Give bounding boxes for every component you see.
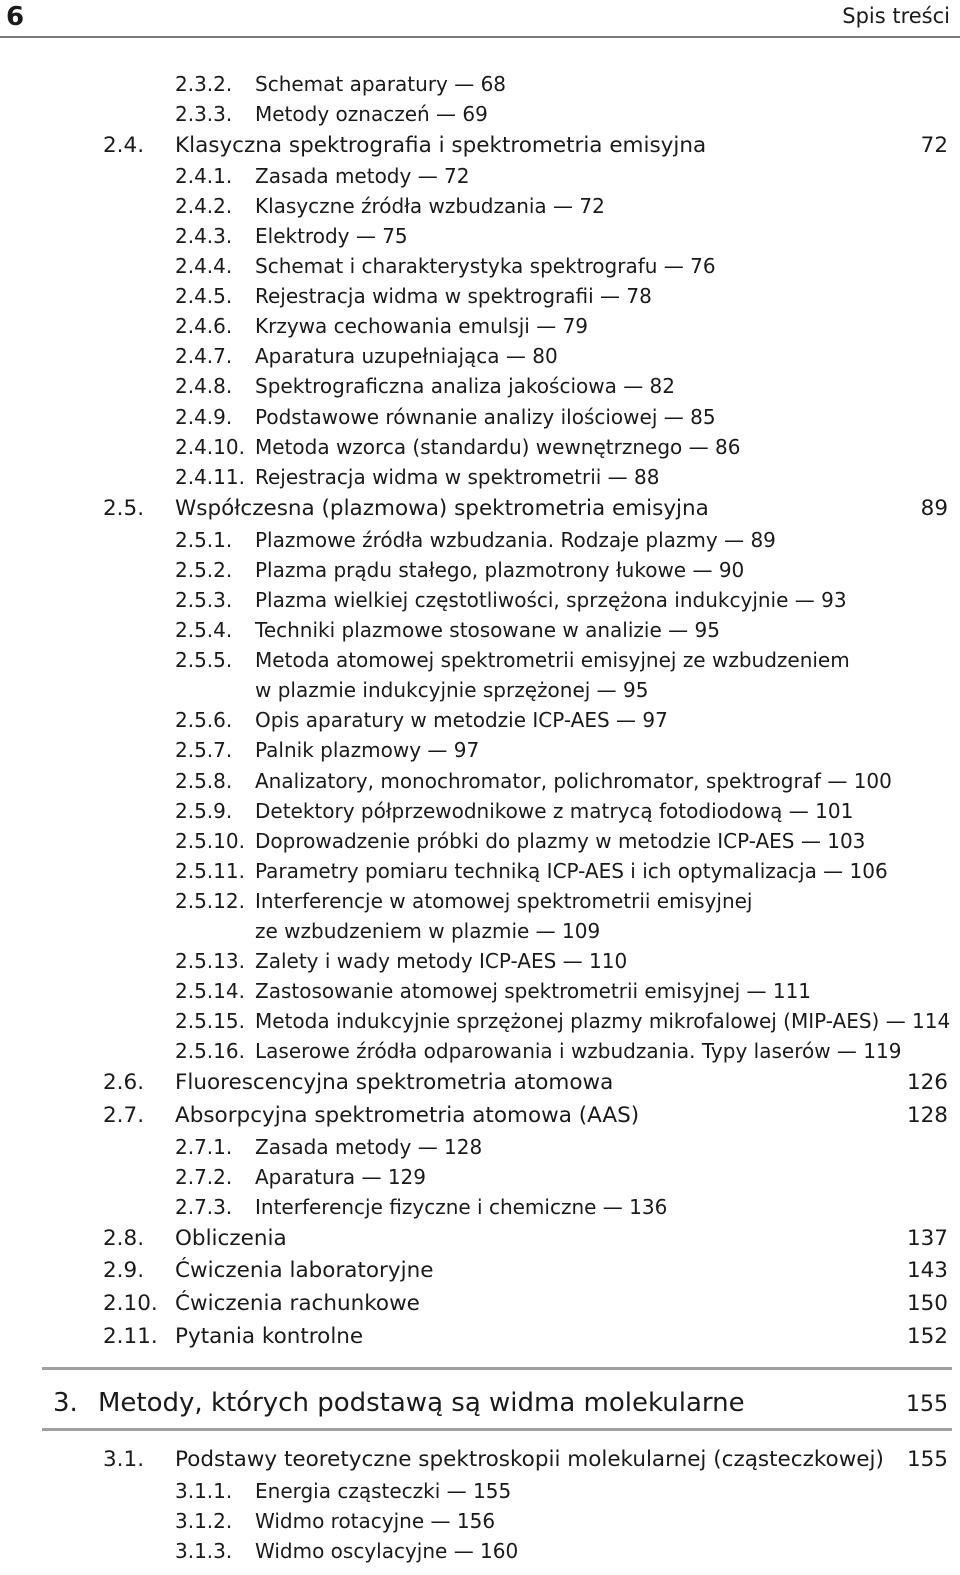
toc-title: Metody oznaczeń — 69 <box>255 102 488 126</box>
toc-title: Fluorescencyjna spektrometria atomowa <box>175 1070 614 1095</box>
toc-title: Analizatory, monochromator, polichromator, spektrograf — 100 <box>255 769 892 793</box>
toc-entry-2-5 <box>0 496 960 530</box>
toc-entry-2-5-6 <box>0 708 960 742</box>
toc-entry-2-4-6 <box>0 314 960 348</box>
toc-title: Laserowe źródła odparowania i wzbudzania. Typy laserów — 119 <box>255 1039 902 1063</box>
toc-entry-2-4-7 <box>0 344 960 378</box>
toc-title: Metody, których podstawą są widma molekularne <box>98 1388 745 1418</box>
toc-entry-2-11 <box>0 1324 960 1358</box>
toc-number: 2.5.11. <box>175 859 245 883</box>
toc-entry-2-5-11 <box>0 859 960 893</box>
toc-entry-2-4-5 <box>0 284 960 318</box>
toc-title: Plazmowe źródła wzbudzania. Rodzaje plazmy — 89 <box>255 528 776 552</box>
toc-entry-2-4-1 <box>0 164 960 198</box>
toc-title: Podstawy teoretyczne spektroskopii molekularnej (cząsteczkowej) <box>175 1447 884 1472</box>
toc-number: 2.5.15. <box>175 1009 245 1033</box>
toc-number: 2.3.2. <box>175 72 233 96</box>
toc-entry-3-1 <box>0 1447 960 1481</box>
toc-number: 3.1.1. <box>175 1479 233 1503</box>
toc-page-number: 155 <box>906 1447 948 1472</box>
toc-title: w plazmie indukcyjnie sprzężonej — 95 <box>255 678 649 702</box>
toc-entry-2-5-5 <box>0 648 960 682</box>
toc-number: 2.4.7. <box>175 344 233 368</box>
toc-title: Doprowadzenie próbki do plazmy w metodzie ICP-AES — 103 <box>255 829 866 853</box>
toc-page-number: 128 <box>906 1103 948 1128</box>
toc-entry-2-9 <box>0 1258 960 1292</box>
toc-number: 2.7.3. <box>175 1195 233 1219</box>
toc-title: Metoda atomowej spektrometrii emisyjnej ze wzbudzeniem <box>255 648 850 672</box>
toc-entry-2-5-2 <box>0 558 960 592</box>
toc-title: Obliczenia <box>175 1226 287 1251</box>
toc-title: Elektrody — 75 <box>255 224 408 248</box>
toc-number: 3.1. <box>103 1447 145 1472</box>
toc-entry-2-5-13 <box>0 949 960 983</box>
toc-entry-2-4-8 <box>0 374 960 408</box>
toc-entry-2-5-9 <box>0 799 960 833</box>
toc-entry-2-7-2 <box>0 1165 960 1199</box>
toc-entry-2-4-11 <box>0 465 960 499</box>
toc-number: 2.11. <box>103 1324 158 1349</box>
toc-number: 2.5.12. <box>175 889 245 913</box>
toc-page-number: 155 <box>906 1392 948 1417</box>
toc-number: 3. <box>53 1388 78 1418</box>
toc-number: 2.4.5. <box>175 284 233 308</box>
toc-title: Absorpcyjna spektrometria atomowa (AAS) <box>175 1103 640 1128</box>
toc-page-number: 89 <box>920 496 948 521</box>
toc-number: 2.4.10. <box>175 435 245 459</box>
toc-title: Rejestracja widma w spektrografii — 78 <box>255 284 652 308</box>
toc-page-number: 143 <box>906 1258 948 1283</box>
toc-page-number: 152 <box>906 1324 948 1349</box>
toc-title: Spektrograficzna analiza jakościowa — 82 <box>255 374 676 398</box>
toc-entry-cont-28 <box>0 919 960 953</box>
running-title: Spis treści <box>842 4 950 28</box>
toc-title: Parametry pomiaru techniką ICP-AES i ich optymalizacja — 106 <box>255 859 888 883</box>
toc-title: Zasada metody — 72 <box>255 164 470 188</box>
toc-number: 2.6. <box>103 1070 145 1095</box>
toc-page-number: 126 <box>906 1070 948 1095</box>
toc-title: Aparatura — 129 <box>255 1165 426 1189</box>
toc-title: Podstawowe równanie analizy ilościowej — 85 <box>255 405 716 429</box>
toc-number: 2.4.11. <box>175 465 245 489</box>
toc-entry-2-3-2 <box>0 72 960 106</box>
header-rule <box>0 36 960 38</box>
toc-number: 2.5. <box>103 496 145 521</box>
toc-number: 3.1.3. <box>175 1539 233 1563</box>
toc-number: 2.4.1. <box>175 164 233 188</box>
toc-number: 2.7. <box>103 1103 145 1128</box>
toc-number: 2.3.3. <box>175 102 233 126</box>
page-number: 6 <box>6 2 25 32</box>
toc-entry-2-8 <box>0 1226 960 1260</box>
toc-number: 2.5.10. <box>175 829 245 853</box>
toc-title: Interferencje fizyczne i chemiczne — 136 <box>255 1195 668 1219</box>
toc-entry-2-4-9 <box>0 405 960 439</box>
page-header <box>0 0 960 36</box>
toc-title: Metoda wzorca (standardu) wewnętrznego — 86 <box>255 435 741 459</box>
chapter-rule-2 <box>42 1428 952 1431</box>
toc-title: Widmo oscylacyjne — 160 <box>255 1539 519 1563</box>
toc-entry-2-5-10 <box>0 829 960 863</box>
toc-title: Krzywa cechowania emulsji — 79 <box>255 314 589 338</box>
toc-title: Zalety i wady metody ICP-AES — 110 <box>255 949 628 973</box>
toc-title: Zasada metody — 128 <box>255 1135 483 1159</box>
toc-title: Opis aparatury w metodzie ICP-AES — 97 <box>255 708 668 732</box>
toc-entry-2-5-8 <box>0 769 960 803</box>
toc-title: Palnik plazmowy — 97 <box>255 738 480 762</box>
toc-entry-2-7-3 <box>0 1195 960 1229</box>
toc-number: 2.5.14. <box>175 979 245 1003</box>
toc-entry-2-4 <box>0 133 960 167</box>
toc-title: Plazma prądu stałego, plazmotrony łukowe — 90 <box>255 558 745 582</box>
toc-entry-2-5-7 <box>0 738 960 772</box>
toc-number: 2.5.16. <box>175 1039 245 1063</box>
toc-number: 2.5.5. <box>175 648 233 672</box>
toc-entry-2-7 <box>0 1103 960 1137</box>
toc-number: 2.4.6. <box>175 314 233 338</box>
toc-entry-3-1-3 <box>0 1539 960 1573</box>
toc-number: 2.4.3. <box>175 224 233 248</box>
toc-title: Interferencje w atomowej spektrometrii emisyjnej <box>255 889 753 913</box>
toc-page-number: 150 <box>906 1291 948 1316</box>
toc-entry-2-5-16 <box>0 1039 960 1073</box>
toc-entry-2-4-4 <box>0 254 960 288</box>
toc-entry-2-5-3 <box>0 588 960 622</box>
toc-page-number: 137 <box>906 1226 948 1251</box>
toc-entry-2-5-12 <box>0 889 960 923</box>
toc-title: Klasyczne źródła wzbudzania — 72 <box>255 194 605 218</box>
toc-title: Plazma wielkiej częstotliwości, sprzężona indukcyjnie — 93 <box>255 588 847 612</box>
toc-number: 2.5.7. <box>175 738 233 762</box>
chapter-rule-1 <box>42 1367 952 1370</box>
toc-entry-3 <box>0 1388 960 1422</box>
toc-number: 2.9. <box>103 1258 145 1283</box>
toc-entry-2-5-1 <box>0 528 960 562</box>
toc-title: Współczesna (plazmowa) spektrometria emisyjna <box>175 496 709 521</box>
toc-number: 2.4. <box>103 133 145 158</box>
toc-title: Ćwiczenia rachunkowe <box>175 1291 420 1316</box>
toc-entry-2-5-14 <box>0 979 960 1013</box>
toc-number: 2.5.2. <box>175 558 233 582</box>
toc-number: 2.5.4. <box>175 618 233 642</box>
toc-title: ze wzbudzeniem w plazmie — 109 <box>255 919 601 943</box>
toc-number: 2.4.2. <box>175 194 233 218</box>
toc-number: 2.4.9. <box>175 405 233 429</box>
toc-title: Techniki plazmowe stosowane w analizie — 95 <box>255 618 720 642</box>
toc-number: 2.5.13. <box>175 949 245 973</box>
toc-entry-2-7-1 <box>0 1135 960 1169</box>
toc-title: Schemat i charakterystyka spektrografu — 76 <box>255 254 716 278</box>
toc-entry-2-3-3 <box>0 102 960 136</box>
toc-number: 2.10. <box>103 1291 158 1316</box>
toc-title: Ćwiczenia laboratoryjne <box>175 1258 434 1283</box>
toc-number: 2.8. <box>103 1226 145 1251</box>
toc-number: 2.4.4. <box>175 254 233 278</box>
toc-number: 2.5.6. <box>175 708 233 732</box>
toc-title: Pytania kontrolne <box>175 1324 364 1349</box>
toc-entry-2-4-10 <box>0 435 960 469</box>
toc-title: Aparatura uzupełniająca — 80 <box>255 344 558 368</box>
toc-page-number: 72 <box>920 133 948 158</box>
toc-title: Energia cząsteczki — 155 <box>255 1479 512 1503</box>
toc-entry-2-10 <box>0 1291 960 1325</box>
toc-entry-2-5-4 <box>0 618 960 652</box>
toc-title: Klasyczna spektrografia i spektrometria emisyjna <box>175 133 707 158</box>
toc-number: 2.7.2. <box>175 1165 233 1189</box>
toc-entry-2-4-2 <box>0 194 960 228</box>
toc-title: Zastosowanie atomowej spektrometrii emisyjnej — 111 <box>255 979 812 1003</box>
toc-number: 2.5.9. <box>175 799 233 823</box>
toc-number: 2.5.8. <box>175 769 233 793</box>
toc-title: Metoda indukcyjnie sprzężonej plazmy mikrofalowej (MIP-AES) — 114 <box>255 1009 951 1033</box>
toc-number: 3.1.2. <box>175 1509 233 1533</box>
toc-entry-2-4-3 <box>0 224 960 258</box>
toc-number: 2.4.8. <box>175 374 233 398</box>
toc-number: 2.5.1. <box>175 528 233 552</box>
toc-number: 2.5.3. <box>175 588 233 612</box>
toc-entry-2-5-15 <box>0 1009 960 1043</box>
toc-entry-cont-20 <box>0 678 960 712</box>
toc-entry-2-6 <box>0 1070 960 1104</box>
toc-title: Detektory półprzewodnikowe z matrycą fotodiodową — 101 <box>255 799 854 823</box>
toc-entry-3-1-2 <box>0 1509 960 1543</box>
toc-title: Schemat aparatury — 68 <box>255 72 507 96</box>
toc-title: Widmo rotacyjne — 156 <box>255 1509 496 1533</box>
toc-number: 2.7.1. <box>175 1135 233 1159</box>
toc-title: Rejestracja widma w spektrometrii — 88 <box>255 465 660 489</box>
toc-entry-3-1-1 <box>0 1479 960 1513</box>
